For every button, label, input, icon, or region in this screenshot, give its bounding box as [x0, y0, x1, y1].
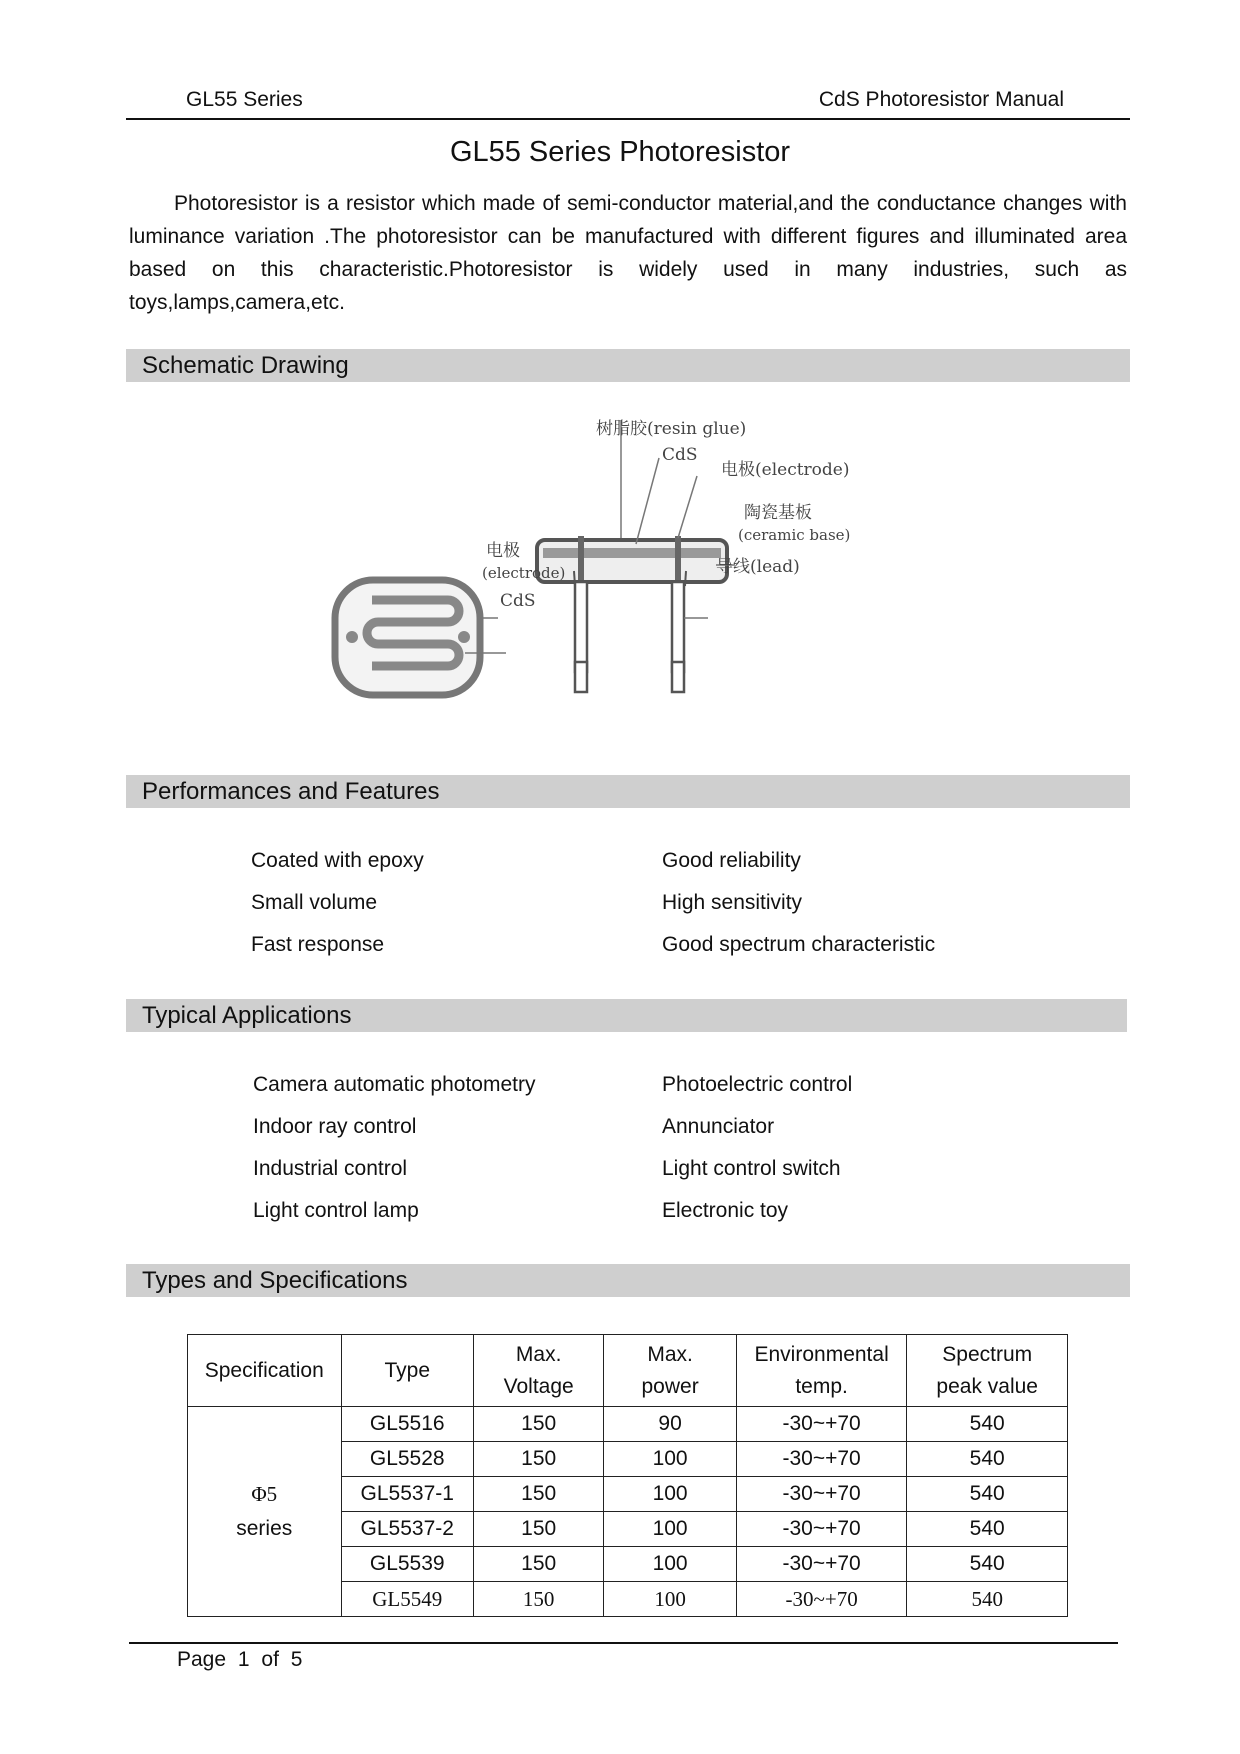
cell-peak: 540: [907, 1477, 1068, 1512]
label-electrode-en: (electrode): [482, 564, 566, 582]
header-environmental-temp: Environmental temp.: [736, 1335, 907, 1407]
cell-type: GL5516: [341, 1407, 473, 1442]
cell-voltage: 150: [473, 1442, 603, 1477]
cell-temp: -30~+70: [736, 1512, 907, 1547]
section-applications-title: Typical Applications: [142, 1002, 352, 1029]
feature-item: Fast response: [251, 933, 385, 956]
cell-temp: -30~+70: [736, 1477, 907, 1512]
section-schematic-band: [126, 349, 1130, 382]
label-electrode-cn: 电极: [486, 541, 520, 561]
table-row: [188, 1407, 1068, 1442]
label-lead: 导线(lead): [716, 557, 800, 577]
cell-power: 100: [604, 1547, 736, 1582]
cell-voltage: 150: [473, 1582, 603, 1617]
cell-power: 100: [604, 1512, 736, 1547]
photoresistor-side-view: [537, 536, 727, 692]
application-item: Light control switch: [662, 1157, 841, 1180]
cell-power: 90: [604, 1407, 736, 1442]
header-max-power: Max. power: [604, 1335, 736, 1407]
cell-type: GL5537-2: [341, 1512, 473, 1547]
header-series-label: GL55 Series: [186, 88, 303, 111]
cell-voltage: 150: [473, 1477, 603, 1512]
cell-type: GL5539: [341, 1547, 473, 1582]
feature-item: Good reliability: [662, 849, 801, 872]
cell-temp: -30~+70: [736, 1442, 907, 1477]
cell-temp: -30~+70: [736, 1407, 907, 1442]
photoresistor-front-view: [335, 580, 480, 695]
cell-peak: 540: [907, 1547, 1068, 1582]
label-ceramic-en: (ceramic base): [738, 526, 851, 544]
cell-type: GL5549: [341, 1582, 473, 1617]
specifications-table: [187, 1334, 1068, 1617]
section-schematic-title: Schematic Drawing: [142, 352, 349, 379]
application-item: Annunciator: [662, 1115, 775, 1138]
application-item: Indoor ray control: [253, 1115, 417, 1138]
cell-temp: -30~+70: [736, 1547, 907, 1582]
header-specification: Specification: [188, 1335, 342, 1407]
section-types-title: Types and Specifications: [142, 1267, 408, 1294]
label-cds-top: CdS: [662, 445, 698, 465]
cell-type: GL5528: [341, 1442, 473, 1477]
cell-power: 100: [604, 1582, 736, 1617]
application-item: Electronic toy: [662, 1199, 789, 1222]
label-resin-glue: 树脂胶(resin glue): [596, 419, 747, 439]
label-electrode-top: 电极(electrode): [721, 460, 850, 480]
intro-paragraph: Photoresistor is a resistor which made of semi-conductor material,and the conductance changes with luminance variation .The photoresistor can be manufactured with different figures and illuminated area based on this characteristic.Photoresistor is widely used in many industries, such as toys,lamps,camera,etc.: [129, 192, 1127, 314]
cell-power: 100: [604, 1442, 736, 1477]
cell-voltage: 150: [473, 1512, 603, 1547]
section-performances-band: [126, 775, 1130, 808]
feature-item: Coated with epoxy: [251, 849, 424, 872]
header-type: Type: [341, 1335, 473, 1407]
header-spectrum-peak: Spectrum peak value: [907, 1335, 1068, 1407]
table-header-row: [188, 1335, 1068, 1407]
application-item: Light control lamp: [253, 1199, 419, 1222]
header-manual-label: CdS Photoresistor Manual: [818, 88, 1064, 111]
cell-peak: 540: [907, 1407, 1068, 1442]
section-performances-title: Performances and Features: [142, 778, 440, 805]
cell-type: GL5537-1: [341, 1477, 473, 1512]
header-max-voltage: Max. Voltage: [473, 1335, 603, 1407]
feature-item: Good spectrum characteristic: [662, 933, 936, 956]
cell-voltage: 150: [473, 1547, 603, 1582]
cell-voltage: 150: [473, 1407, 603, 1442]
feature-item: High sensitivity: [662, 891, 803, 914]
footer-rule: [129, 1642, 1118, 1644]
section-types-band: [126, 1264, 1130, 1297]
application-item: Photoelectric control: [662, 1073, 853, 1096]
label-ceramic-cn: 陶瓷基板: [744, 503, 812, 523]
application-item: Industrial control: [253, 1157, 408, 1180]
cell-power: 100: [604, 1477, 736, 1512]
cell-temp: -30~+70: [736, 1582, 907, 1617]
header-rule: [126, 118, 1130, 120]
feature-item: Small volume: [251, 891, 378, 914]
cell-peak: 540: [907, 1512, 1068, 1547]
application-item: Camera automatic photometry: [253, 1073, 536, 1096]
section-applications-band: [126, 999, 1127, 1032]
page-title: GL55 Series Photoresistor: [449, 136, 791, 168]
series-group-cell: Φ5 series: [188, 1407, 342, 1617]
cell-peak: 540: [907, 1582, 1068, 1617]
schematic-diagram: [330, 419, 890, 710]
label-cds-bottom: CdS: [500, 591, 536, 611]
cell-peak: 540: [907, 1442, 1068, 1477]
page-number: Page 1 of 5: [177, 1648, 303, 1671]
